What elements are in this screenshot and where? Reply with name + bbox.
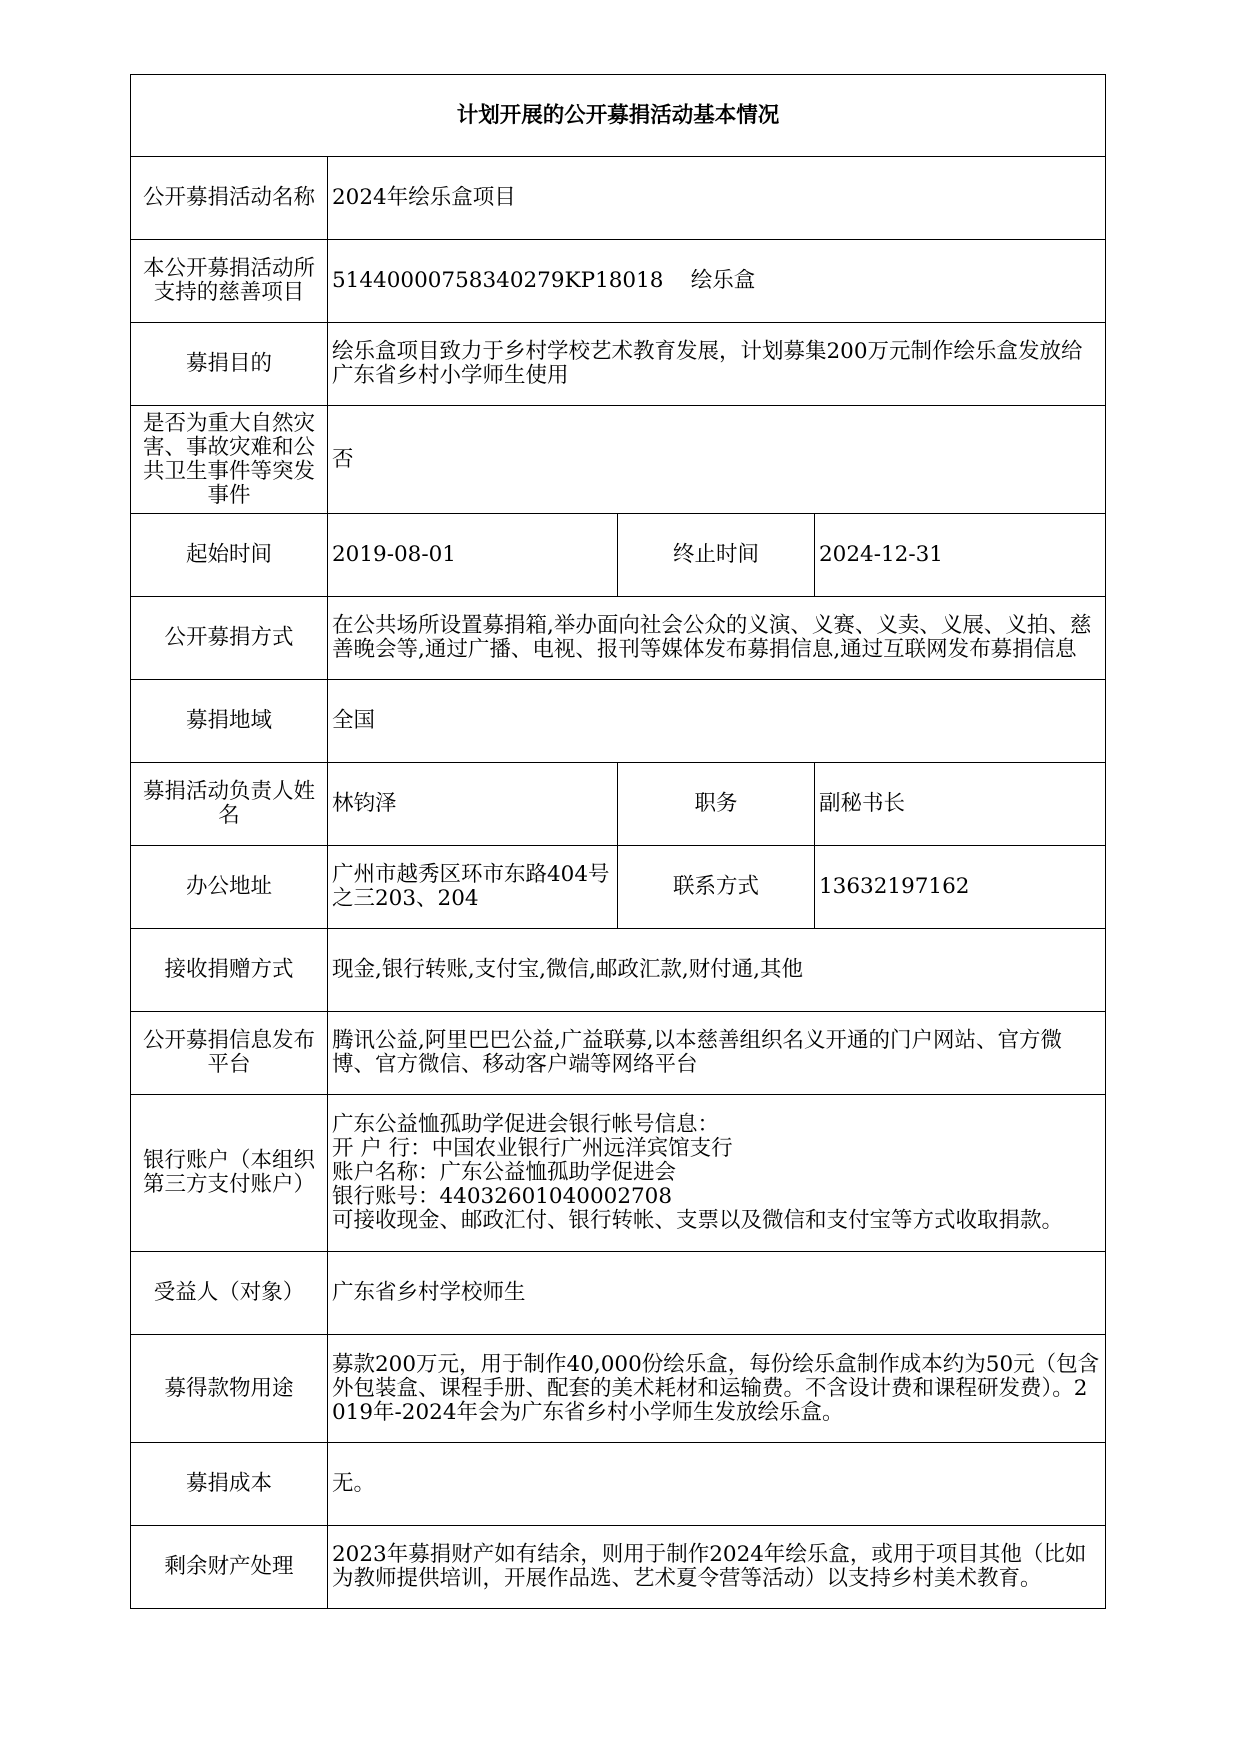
office-address-label: 办公地址 bbox=[131, 846, 328, 929]
row-person bbox=[131, 763, 1106, 846]
cost-value: 无。 bbox=[328, 1443, 1106, 1526]
row-time bbox=[131, 514, 1106, 597]
row-cost bbox=[131, 1443, 1106, 1526]
donation-methods-label: 接收捐赠方式 bbox=[131, 929, 328, 1012]
usage-value: 募款200万元，用于制作40,000份绘乐盒，每份绘乐盒制作成本约为50元（包含外包装盒、课程手册、配套的美术耗材和运输费。不含设计费和课程研发费）。2019年-2024年会为广东省乡村小学师生发放绘乐盒。 bbox=[328, 1335, 1106, 1443]
bank-branch-line: 开 户 行：中国农业银行广州远洋宾馆支行 bbox=[332, 1136, 733, 1161]
supported-project-value: 51440000758340279KP18018 绘乐盒 bbox=[328, 240, 1106, 323]
row-method bbox=[131, 597, 1106, 680]
person-name-label: 募捐活动负责人姓名 bbox=[131, 763, 328, 846]
method-value: 在公共场所设置募捐箱,举办面向社会公众的义演、义赛、义卖、义展、义拍、慈善晚会等,通过广播、电视、报刊等媒体发布募捐信息,通过互联网发布募捐信息 bbox=[328, 597, 1106, 680]
row-emergency bbox=[131, 406, 1106, 514]
emergency-value: 否 bbox=[328, 406, 1106, 514]
end-time-label: 终止时间 bbox=[618, 514, 815, 597]
row-platforms bbox=[131, 1012, 1106, 1095]
usage-label: 募得款物用途 bbox=[131, 1335, 328, 1443]
row-usage bbox=[131, 1335, 1106, 1443]
activity-name-label: 公开募捐活动名称 bbox=[131, 157, 328, 240]
activity-name-value: 2024年绘乐盒项目 bbox=[328, 157, 1106, 240]
contact-value: 13632197162 bbox=[815, 846, 1106, 929]
emergency-label: 是否为重大自然灾害、事故灾难和公共卫生事件等突发事件 bbox=[131, 406, 328, 514]
contact-label: 联系方式 bbox=[618, 846, 815, 929]
start-time-label: 起始时间 bbox=[131, 514, 328, 597]
purpose-value: 绘乐盒项目致力于乡村学校艺术教育发展，计划募集200万元制作绘乐盒发放给广东省乡村小学师生使用 bbox=[328, 323, 1106, 406]
row-office bbox=[131, 846, 1106, 929]
surplus-value: 2023年募捐财产如有结余，则用于制作2024年绘乐盒，或用于项目其他（比如为教师提供培训，开展作品选、艺术夏令营等活动）以支持乡村美术教育。 bbox=[328, 1526, 1106, 1609]
start-time-value: 2019-08-01 bbox=[328, 514, 618, 597]
row-donation-methods bbox=[131, 929, 1106, 1012]
title-row bbox=[131, 75, 1106, 157]
beneficiary-value: 广东省乡村学校师生 bbox=[328, 1252, 1106, 1335]
row-supported-project bbox=[131, 240, 1106, 323]
end-time-value: 2024-12-31 bbox=[815, 514, 1106, 597]
method-label: 公开募捐方式 bbox=[131, 597, 328, 680]
bank-account-name-line: 账户名称：广东公益恤孤助学促进会 bbox=[332, 1160, 677, 1185]
row-bank bbox=[131, 1095, 1106, 1252]
bank-account-number-line: 银行账号：44032601040002708 bbox=[332, 1184, 673, 1209]
office-address-value: 广州市越秀区环市东路404号之三203、204 bbox=[328, 846, 618, 929]
donation-methods-value: 现金,银行转账,支付宝,微信,邮政汇款,财付通,其他 bbox=[328, 929, 1106, 1012]
surplus-label: 剩余财产处理 bbox=[131, 1526, 328, 1609]
supported-project-label: 本公开募捐活动所支持的慈善项目 bbox=[131, 240, 328, 323]
region-value: 全国 bbox=[328, 680, 1106, 763]
cost-label: 募捐成本 bbox=[131, 1443, 328, 1526]
row-region bbox=[131, 680, 1106, 763]
person-name-value: 林钧泽 bbox=[328, 763, 618, 846]
position-value: 副秘书长 bbox=[815, 763, 1106, 846]
fundraising-info-table bbox=[130, 74, 1106, 1609]
position-label: 职务 bbox=[618, 763, 815, 846]
platforms-label: 公开募捐信息发布平台 bbox=[131, 1012, 328, 1095]
row-purpose bbox=[131, 323, 1106, 406]
beneficiary-label: 受益人（对象） bbox=[131, 1252, 328, 1335]
platforms-value: 腾讯公益,阿里巴巴公益,广益联募,以本慈善组织名义开通的门户网站、官方微博、官方微信、移动客户端等网络平台 bbox=[328, 1012, 1106, 1095]
form-title: 计划开展的公开募捐活动基本情况 bbox=[131, 75, 1106, 157]
row-beneficiary bbox=[131, 1252, 1106, 1335]
bank-accepted-methods-line: 可接收现金、邮政汇付、银行转帐、支票以及微信和支付宝等方式收取捐款。 bbox=[332, 1208, 1064, 1233]
region-label: 募捐地域 bbox=[131, 680, 328, 763]
row-activity-name bbox=[131, 157, 1106, 240]
bank-info-line: 广东公益恤孤助学促进会银行帐号信息： bbox=[332, 1112, 720, 1137]
bank-label: 银行账户（本组织第三方支付账户） bbox=[131, 1095, 328, 1252]
row-surplus bbox=[131, 1526, 1106, 1609]
bank-value bbox=[328, 1095, 1106, 1252]
purpose-label: 募捐目的 bbox=[131, 323, 328, 406]
